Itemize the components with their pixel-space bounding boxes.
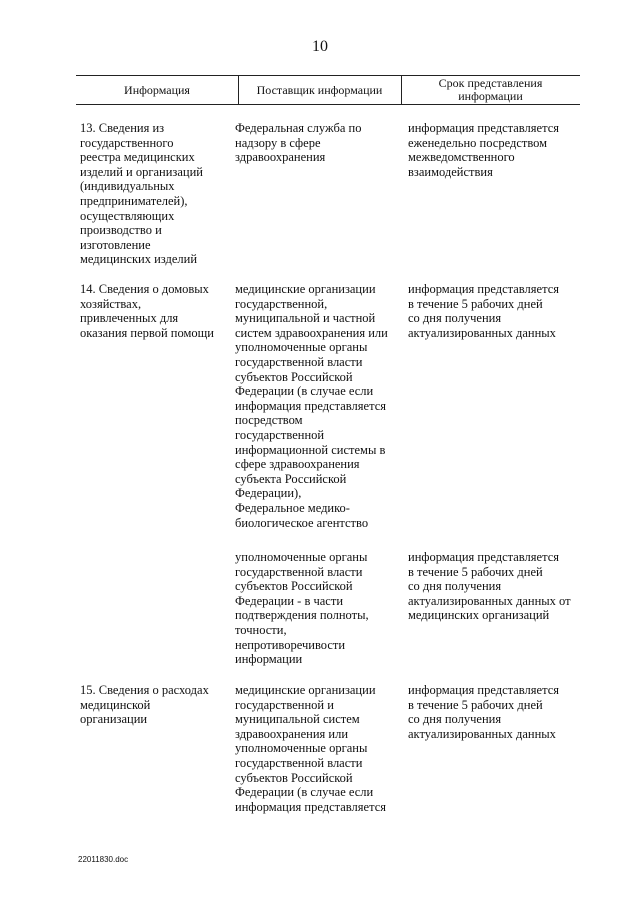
cell-text-line: муниципальной и частной	[235, 311, 376, 326]
cell-text-line: государственной власти	[235, 755, 363, 770]
header-col-supplier	[238, 76, 401, 104]
cell-text-line: государственного	[80, 135, 174, 150]
cell-text-line: актуализированных данных	[408, 726, 556, 741]
cell-text-line: межведомственного	[408, 150, 515, 165]
cell-text-line: оказания первой помощи	[80, 325, 214, 340]
row-14b-supplier	[235, 550, 400, 667]
header-col-term-line: Срок представления	[438, 76, 543, 90]
cell-text-line: систем здравоохранения или	[235, 325, 388, 340]
cell-text-line: посредством	[235, 413, 303, 428]
cell-text-line: информация представляется	[408, 282, 559, 296]
cell-text-line: информация представляется	[235, 398, 386, 413]
row-14-info	[80, 282, 230, 340]
cell-text-line: в течение 5 рабочих дней	[408, 296, 543, 311]
row-14-term	[408, 282, 588, 340]
cell-text-line: субъектов Российской	[235, 579, 353, 594]
row-13-info	[80, 121, 230, 267]
cell-text-line: непротиворечивости	[235, 637, 346, 652]
cell-text-line: субъекта Российской	[235, 471, 347, 486]
cell-text-line: Федерации - в части	[235, 593, 344, 608]
cell-text-line: со дня получения	[408, 579, 502, 594]
cell-text-line: биологическое агентство	[235, 515, 369, 530]
row-13-supplier	[235, 121, 400, 165]
cell-text-line: уполномоченные органы	[235, 741, 368, 756]
cell-text-line: государственной	[235, 427, 325, 442]
cell-text-line: здравоохранения или	[235, 726, 349, 741]
header-col-info	[76, 76, 238, 104]
cell-text-line: медицинских изделий	[80, 252, 198, 267]
cell-text-line: подтверждения полноты,	[235, 608, 369, 623]
cell-text-line: изготовление	[80, 237, 151, 252]
cell-text-line: со дня получения	[408, 311, 502, 326]
cell-text-line: информация представляется	[408, 550, 559, 564]
row-15-supplier	[235, 683, 400, 814]
cell-text-line: взаимодействия	[408, 164, 493, 179]
cell-text-line: медицинские организации	[235, 282, 376, 296]
cell-text-line: уполномоченные органы	[235, 550, 368, 564]
cell-text-line: актуализированных данных	[408, 325, 556, 340]
cell-text-line: хозяйствах,	[80, 296, 142, 311]
page-number: 10	[312, 38, 328, 55]
row-15-term	[408, 683, 588, 741]
cell-text-line: реестра медицинских	[80, 150, 195, 165]
cell-text-line: муниципальной систем	[235, 712, 360, 727]
cell-text-line: государственной власти	[235, 354, 363, 369]
cell-text-line: Федеральная служба по	[235, 121, 362, 135]
header-col-info-label: Информация	[124, 82, 190, 97]
cell-text-line: изделий и организаций	[80, 164, 203, 179]
cell-text-line: Федерации (в случае если	[235, 785, 374, 800]
cell-text-line: субъектов Российской	[235, 770, 353, 785]
cell-text-line: организации	[80, 712, 148, 727]
cell-text-line: (индивидуальных	[80, 179, 175, 194]
cell-text-line: 13. Сведения из	[80, 121, 165, 135]
cell-text-line: информация представляется	[408, 121, 559, 135]
file-name-footer: 22011830.doc	[78, 855, 129, 864]
cell-text-line: осуществляющих	[80, 208, 175, 223]
row-13-term	[408, 121, 588, 179]
cell-text-line: 15. Сведения о расходах	[80, 683, 209, 697]
cell-text-line: точности,	[235, 622, 287, 637]
cell-text-line: государственной,	[235, 296, 328, 311]
cell-text-line: информация представляется	[408, 683, 559, 697]
cell-text-line: информационной системы в	[235, 442, 386, 457]
cell-text-line: Федерации (в случае если	[235, 384, 374, 399]
header-col-supplier-label: Поставщик информации	[256, 82, 383, 97]
cell-text-line: в течение 5 рабочих дней	[408, 564, 543, 579]
header-col-term-line: информации	[458, 89, 523, 103]
cell-text-line: уполномоченные органы	[235, 340, 368, 355]
cell-text-line: привлеченных для	[80, 311, 179, 326]
cell-text-line: актуализированных данных от	[408, 593, 571, 608]
cell-text-line: предпринимателей),	[80, 193, 188, 208]
cell-text-line: медицинских организаций	[408, 608, 550, 623]
cell-text-line: медицинской	[80, 697, 151, 712]
row-14b-term	[408, 550, 588, 623]
cell-text-line: медицинские организации	[235, 683, 376, 697]
cell-text-line: в течение 5 рабочих дней	[408, 697, 543, 712]
header-col-term	[401, 76, 580, 104]
row-15-info	[80, 683, 230, 727]
cell-text-line: информации	[235, 652, 303, 667]
cell-text-line: 14. Сведения о домовых	[80, 282, 209, 296]
cell-text-line: субъектов Российской	[235, 369, 353, 384]
cell-text-line: государственной и	[235, 697, 334, 712]
cell-text-line: со дня получения	[408, 712, 502, 727]
cell-text-line: производство и	[80, 223, 162, 238]
row-14-supplier	[235, 282, 400, 530]
table-header-rule	[76, 104, 580, 105]
cell-text-line: Федеральное медико-	[235, 500, 350, 515]
cell-text-line: Федерации),	[235, 486, 302, 501]
cell-text-line: сфере здравоохранения	[235, 457, 360, 472]
cell-text-line: здравоохранения	[235, 150, 326, 165]
cell-text-line: еженедельно посредством	[408, 135, 548, 150]
cell-text-line: надзору в сфере	[235, 135, 321, 150]
cell-text-line: информация представляется	[235, 799, 386, 814]
cell-text-line: государственной власти	[235, 564, 363, 579]
